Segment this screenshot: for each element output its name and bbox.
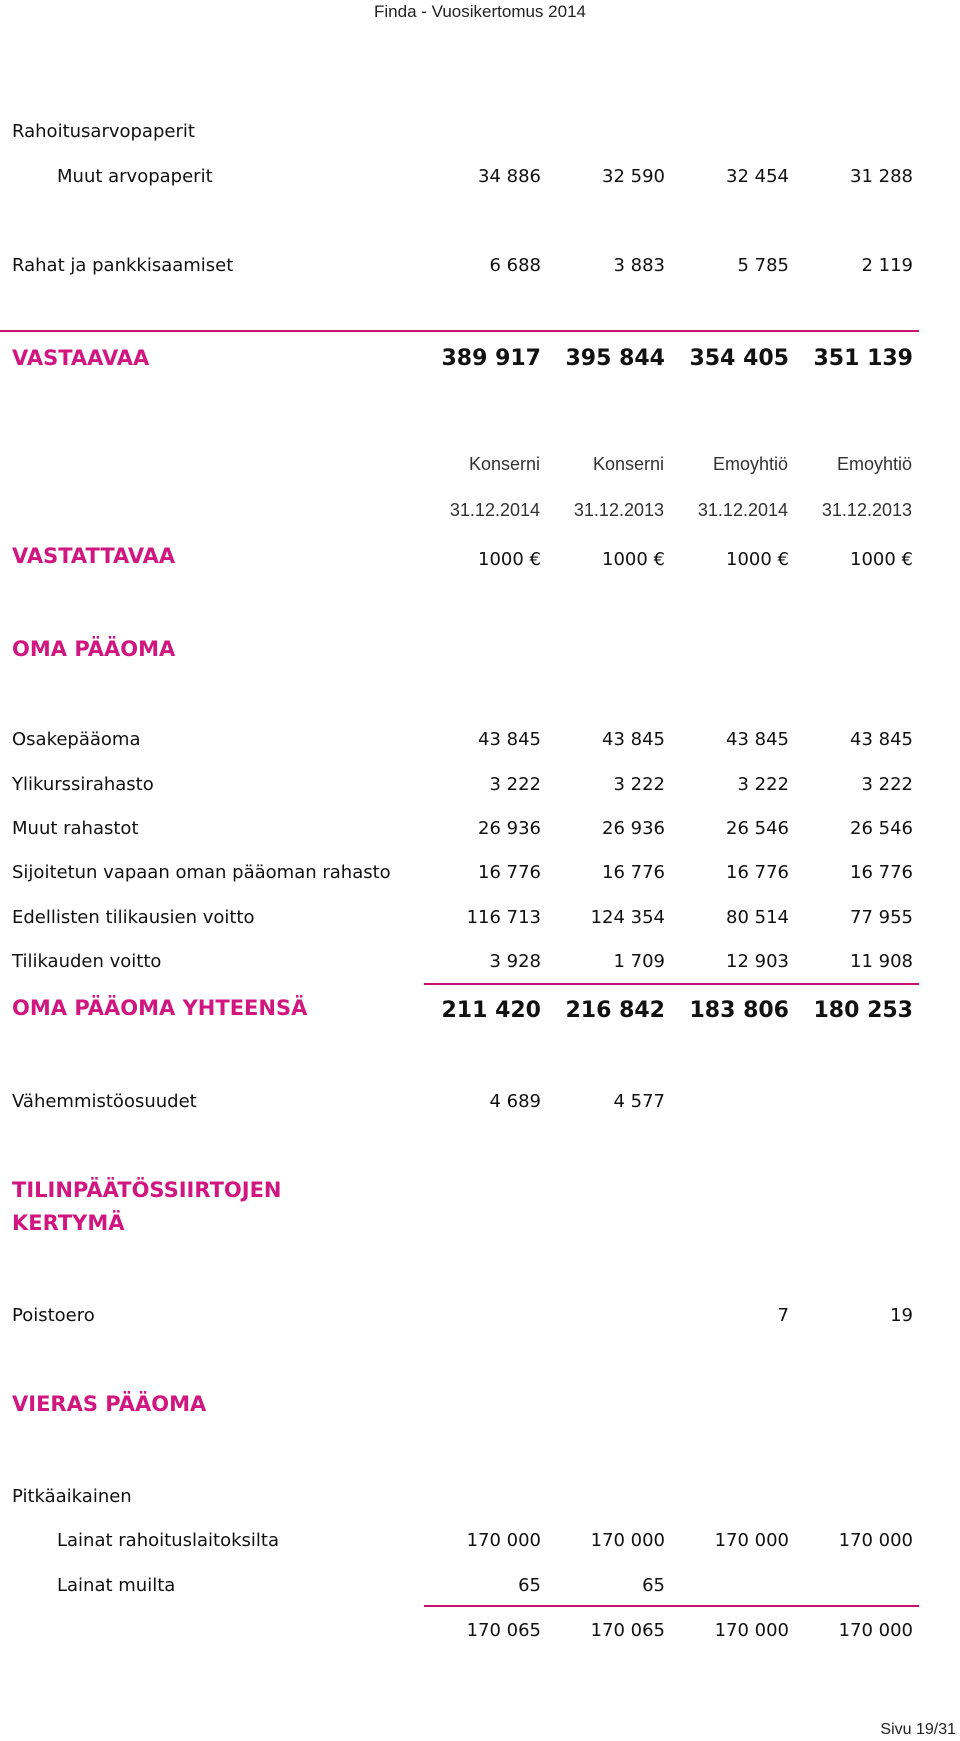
- row-label: Ylikurssirahasto: [12, 774, 154, 795]
- value-cell: 26 546: [850, 818, 913, 839]
- value-cell: 65: [642, 1575, 665, 1596]
- column-unit: 1000 €: [726, 549, 789, 570]
- value-cell: 2 119: [861, 255, 913, 276]
- value-cell: 3 222: [861, 774, 913, 795]
- value-cell: 3 222: [737, 774, 789, 795]
- value-cell: 43 845: [602, 729, 665, 750]
- column-unit: 1000 €: [850, 549, 913, 570]
- section-title-tilinpaatos-line2: KERTYMÄ: [12, 1211, 125, 1235]
- value-cell: 26 936: [602, 818, 665, 839]
- column-entity: Emoyhtiö: [836, 454, 912, 474]
- section-label-pitkaaikainen: Pitkäaikainen: [12, 1486, 132, 1507]
- value-cell: 16 776: [850, 862, 913, 883]
- row-label: Lainat rahoituslaitoksilta: [57, 1530, 279, 1551]
- value-cell: 6 688: [489, 255, 541, 276]
- value-cell: 12 903: [726, 951, 789, 972]
- section-title-vieras-paaoma: VIERAS PÄÄOMA: [12, 1392, 207, 1416]
- column-unit: 1000 €: [602, 549, 665, 570]
- value-cell: 43 845: [850, 729, 913, 750]
- total-cell: 211 420: [441, 998, 541, 1023]
- total-label-vastaavaa: VASTAAVAA: [12, 346, 150, 370]
- value-cell: 1 709: [613, 951, 665, 972]
- column-entity: Konserni: [592, 454, 664, 474]
- total-cell: 183 806: [689, 998, 789, 1023]
- value-cell: 16 776: [602, 862, 665, 883]
- value-cell: 32 454: [726, 166, 789, 187]
- column-entity: Konserni: [468, 454, 540, 474]
- value-cell: 170 000: [714, 1530, 789, 1551]
- value-cell: 3 222: [489, 774, 541, 795]
- column-date: 31.12.2013: [573, 500, 664, 520]
- value-cell: 65: [518, 1575, 541, 1596]
- value-cell: 170 065: [590, 1620, 665, 1641]
- row-label: Sijoitetun vapaan oman pääoman rahasto: [12, 862, 391, 883]
- value-cell: 170 000: [838, 1620, 913, 1641]
- row-label-rahat: Rahat ja pankkisaamiset: [12, 255, 234, 276]
- row-label-poistoero: Poistoero: [12, 1305, 95, 1326]
- row-label: Muut rahastot: [12, 818, 139, 839]
- value-cell: 3 222: [613, 774, 665, 795]
- value-cell: 11 908: [850, 951, 913, 972]
- value-cell: 43 845: [478, 729, 541, 750]
- total-cell: 354 405: [689, 346, 789, 371]
- value-cell: 4 689: [489, 1091, 541, 1112]
- total-label-oma-paaoma: OMA PÄÄOMA YHTEENSÄ: [12, 996, 308, 1020]
- section-label-rahoitusarvopaperit: Rahoitusarvopaperit: [12, 121, 195, 142]
- column-date: 31.12.2014: [449, 500, 540, 520]
- value-cell: 170 000: [838, 1530, 913, 1551]
- value-cell: 124 354: [590, 907, 665, 928]
- value-cell: 43 845: [726, 729, 789, 750]
- value-cell: 116 713: [466, 907, 541, 928]
- value-cell: 80 514: [726, 907, 789, 928]
- row-label: Tilikauden voitto: [12, 951, 162, 972]
- total-cell: 351 139: [813, 346, 913, 371]
- value-cell: 32 590: [602, 166, 665, 187]
- row-label: Edellisten tilikausien voitto: [12, 907, 255, 928]
- value-cell: 16 776: [478, 862, 541, 883]
- total-cell: 216 842: [565, 998, 665, 1023]
- value-cell: 3 883: [613, 255, 665, 276]
- total-cell: 395 844: [565, 346, 665, 371]
- column-entity: Emoyhtiö: [712, 454, 788, 474]
- value-cell: 7: [777, 1305, 789, 1326]
- value-cell: 16 776: [726, 862, 789, 883]
- row-label: Lainat muilta: [57, 1575, 176, 1596]
- value-cell: 31 288: [850, 166, 913, 187]
- column-date: 31.12.2014: [697, 500, 788, 520]
- value-cell: 5 785: [737, 255, 789, 276]
- value-cell: 77 955: [850, 907, 913, 928]
- value-cell: 3 928: [489, 951, 541, 972]
- row-label: Osakepääoma: [12, 729, 141, 750]
- row-label-muut-arvopaperit: Muut arvopaperit: [57, 166, 213, 187]
- row-label-vahemmisto: Vähemmistöosuudet: [12, 1091, 197, 1112]
- value-cell: 170 000: [466, 1530, 541, 1551]
- value-cell: 34 886: [478, 166, 541, 187]
- page-header: Finda - Vuosikertomus 2014: [374, 2, 586, 21]
- value-cell: 170 000: [590, 1530, 665, 1551]
- divider-line: [0, 330, 919, 332]
- column-unit: 1000 €: [478, 549, 541, 570]
- subtotal-rule: [424, 1605, 919, 1607]
- total-cell: 180 253: [813, 998, 913, 1023]
- value-cell: 170 000: [714, 1620, 789, 1641]
- value-cell: 170 065: [466, 1620, 541, 1641]
- section-title-vastattavaa: VASTATTAVAA: [12, 544, 176, 568]
- subtotal-rule: [424, 983, 919, 985]
- page-number: Sivu 19/31: [880, 1721, 956, 1738]
- value-cell: 26 936: [478, 818, 541, 839]
- value-cell: 4 577: [613, 1091, 665, 1112]
- value-cell: 26 546: [726, 818, 789, 839]
- total-cell: 389 917: [441, 346, 541, 371]
- value-cell: 19: [890, 1305, 913, 1326]
- section-title-tilinpaatos-line1: TILINPÄÄTÖSSIIRTOJEN: [12, 1178, 282, 1202]
- column-date: 31.12.2013: [821, 500, 912, 520]
- section-title-oma-paaoma: OMA PÄÄOMA: [12, 637, 176, 661]
